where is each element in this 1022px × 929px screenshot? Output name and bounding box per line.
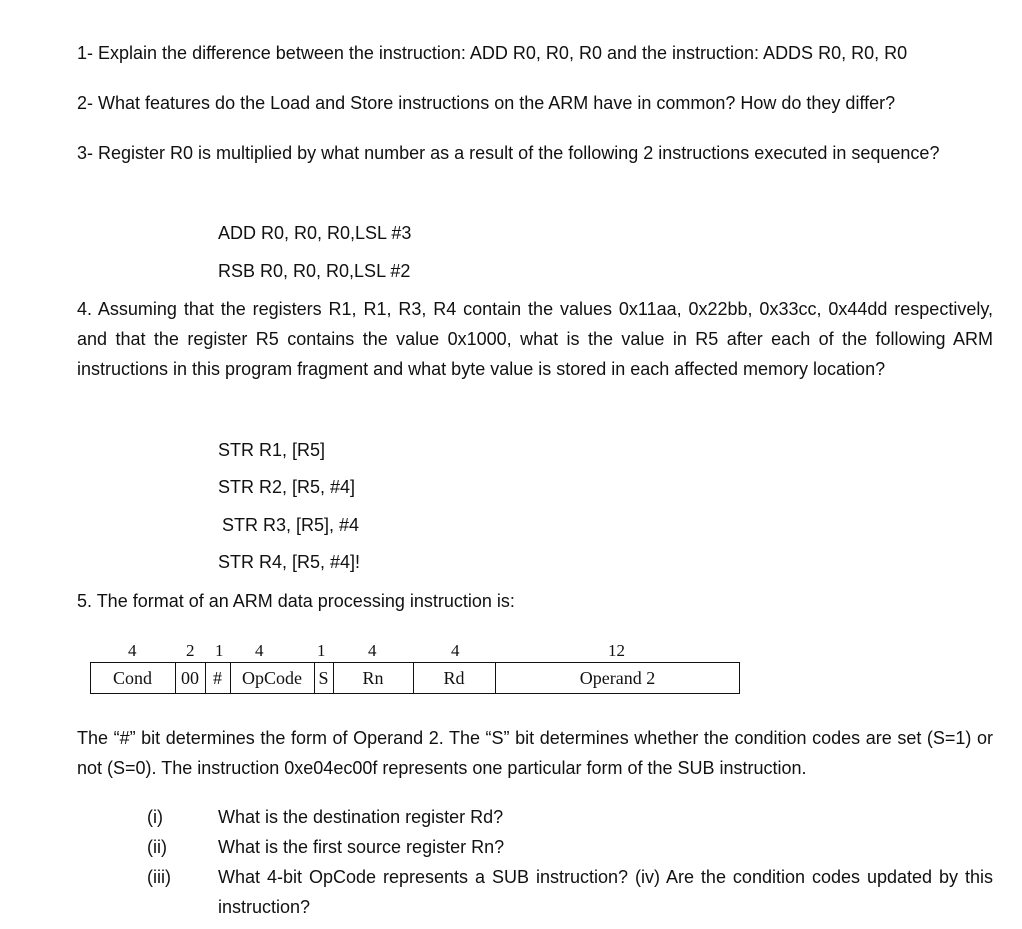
instruction-format-diagram (90, 640, 740, 700)
width-opcode: 4 (255, 641, 264, 660)
sub-item-text: What 4-bit OpCode represents a SUB instruction? (iv) Are the condition codes updated by this instruction? (218, 867, 993, 917)
question-5-paragraph: The “#” bit determines the form of Operand 2. The “S” bit determines whether the condition codes are set (S=1) or not (S=0). The instruction 0xe04ec00f represents one particular form of the SUB instruction. (77, 728, 993, 778)
width-rn: 4 (368, 641, 377, 660)
sub-item-number: (i) (147, 807, 163, 827)
width-operand2: 12 (608, 641, 625, 660)
field-hash: # (213, 668, 222, 688)
field-rn: Rn (362, 668, 384, 688)
sub-item-text: What is the destination register Rd? (218, 807, 504, 827)
width-00: 2 (186, 641, 195, 660)
sub-item-number: (ii) (147, 837, 167, 857)
field-rd: Rd (443, 668, 465, 688)
question-3: 3- Register R0 is multiplied by what number as a result of the following 2 instructions executed in sequence? (77, 143, 940, 163)
q4-code-line-4: STR R4, [R5, #4]! (218, 552, 361, 572)
width-s: 1 (317, 641, 326, 660)
width-hash: 1 (215, 641, 224, 660)
q3-code-line-1: ADD R0, R0, R0,LSL #3 (218, 223, 412, 243)
width-rd: 4 (451, 641, 460, 660)
question-5-intro: 5. The format of an ARM data processing instruction is: (77, 591, 515, 611)
question-4: 4. Assuming that the registers R1, R1, R3, R4 contain the values 0x11aa, 0x22bb, 0x33cc, 0x44dd respectively, and that the register R5 contains the value 0x1000, what is the value in R5 after each of the following ARM instructions in this program fragment and what byte value is stored in each affected memory location? (77, 299, 993, 379)
field-cond: Cond (112, 668, 152, 688)
field-00: 00 (181, 668, 199, 688)
question-2: 2- What features do the Load and Store instructions on the ARM have in common? How do they differ? (77, 93, 896, 113)
field-opcode: OpCode (242, 668, 302, 688)
width-cond: 4 (128, 641, 137, 660)
q4-code-line-2: STR R2, [R5, #4] (218, 477, 356, 497)
q3-code-line-2: RSB R0, R0, R0,LSL #2 (218, 261, 411, 281)
q4-code-line-1: STR R1, [R5] (218, 440, 326, 460)
question-1: 1- Explain the difference between the instruction: ADD R0, R0, R0 and the instruction: ADDS R0, R0, R0 (77, 43, 908, 63)
field-s: S (318, 668, 329, 688)
field-operand2: Operand 2 (579, 668, 656, 688)
sub-item-text: What is the first source register Rn? (218, 837, 505, 857)
sub-item-number: (iii) (147, 867, 171, 887)
q4-code-line-3: STR R3, [R5], #4 (222, 515, 360, 535)
